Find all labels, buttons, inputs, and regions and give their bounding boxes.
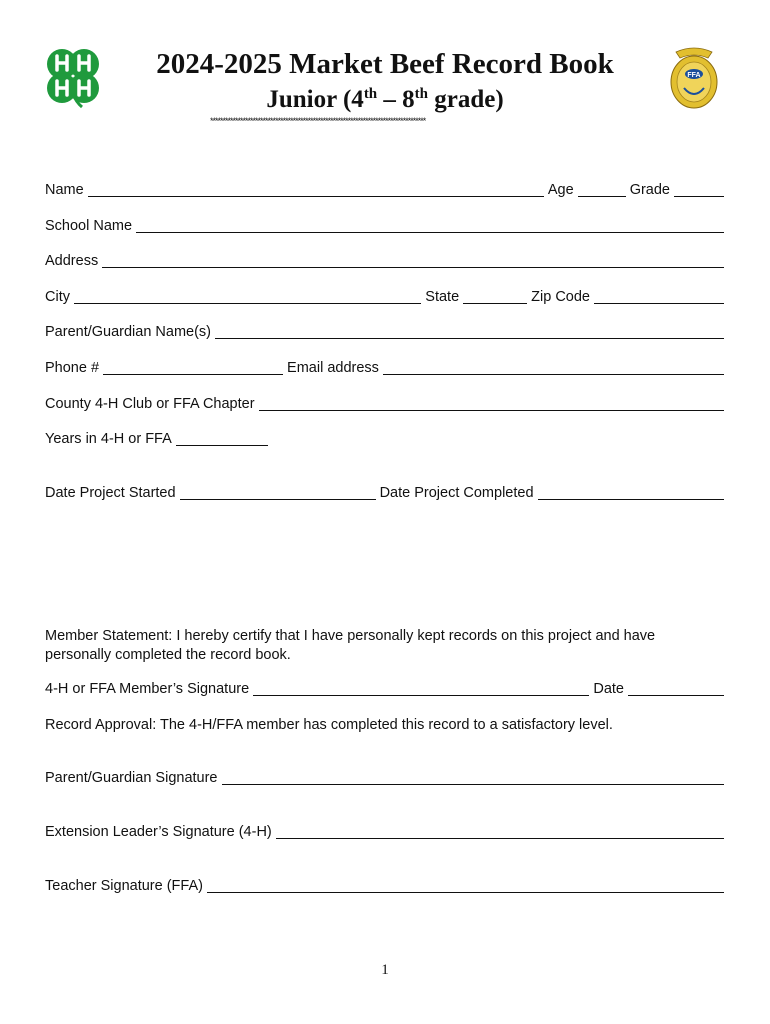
zip-field[interactable] (594, 289, 724, 304)
teacher-signature-field[interactable] (207, 878, 724, 893)
extension-signature-row (45, 823, 724, 841)
4h-clover-logo-icon (40, 44, 106, 110)
name-age-grade-row (45, 181, 724, 199)
address-field[interactable] (102, 253, 724, 268)
subtitle-sup-1: th (363, 86, 378, 102)
ffa-emblem-text: FFA (687, 72, 701, 79)
email-field[interactable] (383, 360, 724, 375)
club-field[interactable] (259, 396, 724, 411)
record-approval: Record Approval: The 4-H/FFA member has completed this record to a satisfactory level. (45, 717, 613, 733)
member-signature-label: 4-H or FFA Member’s Signature (45, 681, 250, 697)
school-field[interactable] (136, 218, 724, 233)
extension-signature-field[interactable] (276, 824, 724, 839)
zip-label: Zip Code (531, 289, 590, 305)
parent-signature-row (45, 769, 724, 787)
phone-field[interactable] (103, 360, 283, 375)
grade-field[interactable] (674, 182, 724, 197)
asterisk-divider: ************************************************************************************** (210, 116, 426, 126)
subtitle-prefix: Junior (4 (266, 86, 364, 113)
parent-signature-field[interactable] (222, 770, 725, 785)
phone-email-row (45, 359, 724, 377)
name-label: Name (45, 182, 84, 198)
subtitle-mid: – 8 (377, 86, 415, 113)
member-signature-row (45, 680, 724, 698)
subtitle-suffix: grade) (428, 86, 504, 113)
date-completed-field[interactable] (538, 485, 724, 500)
city-label: City (45, 289, 70, 305)
years-label: Years in 4-H or FFA (45, 431, 172, 447)
parent-field[interactable] (215, 324, 724, 339)
page-number: 1 (381, 962, 389, 978)
address-row (45, 252, 724, 270)
dates-row (45, 484, 724, 502)
phone-label: Phone # (45, 360, 100, 376)
name-field[interactable] (88, 182, 544, 197)
parent-signature-label: Parent/Guardian Signature (45, 770, 218, 786)
email-label: Email address (287, 360, 379, 376)
member-statement: Member Statement: I hereby certify that I have personally kept records on this project and have personally completed the record book. (45, 628, 656, 663)
extension-signature-label: Extension Leader’s Signature (4-H) (45, 824, 272, 840)
teacher-signature-label: Teacher Signature (FFA) (45, 878, 203, 894)
subtitle-sup-2: th (414, 86, 428, 102)
page-title: 2024-2025 Market Beef Record Book (156, 48, 614, 80)
date-started-label: Date Project Started (45, 485, 176, 501)
years-field[interactable] (176, 431, 268, 446)
state-label: State (425, 289, 460, 305)
grade-label: Grade (629, 182, 670, 198)
age-label: Age (547, 182, 574, 198)
age-field[interactable] (578, 182, 626, 197)
member-signature-field[interactable] (253, 681, 589, 696)
date-label: Date (593, 681, 624, 697)
city-field[interactable] (74, 289, 421, 304)
state-field[interactable] (463, 289, 527, 304)
date-completed-label: Date Project Completed (379, 485, 534, 501)
address-label: Address (45, 253, 99, 269)
teacher-signature-row (45, 877, 724, 895)
date-field[interactable] (628, 681, 724, 696)
date-started-field[interactable] (180, 485, 376, 500)
school-row (45, 217, 724, 235)
page-subtitle (120, 84, 650, 116)
years-row (45, 430, 268, 448)
club-label: County 4-H Club or FFA Chapter (45, 396, 255, 412)
city-state-zip-row (45, 288, 724, 306)
ffa-emblem-icon (668, 44, 720, 110)
school-label: School Name (45, 218, 133, 234)
parent-label: Parent/Guardian Name(s) (45, 324, 212, 340)
parent-row (45, 323, 724, 341)
club-row (45, 395, 724, 413)
